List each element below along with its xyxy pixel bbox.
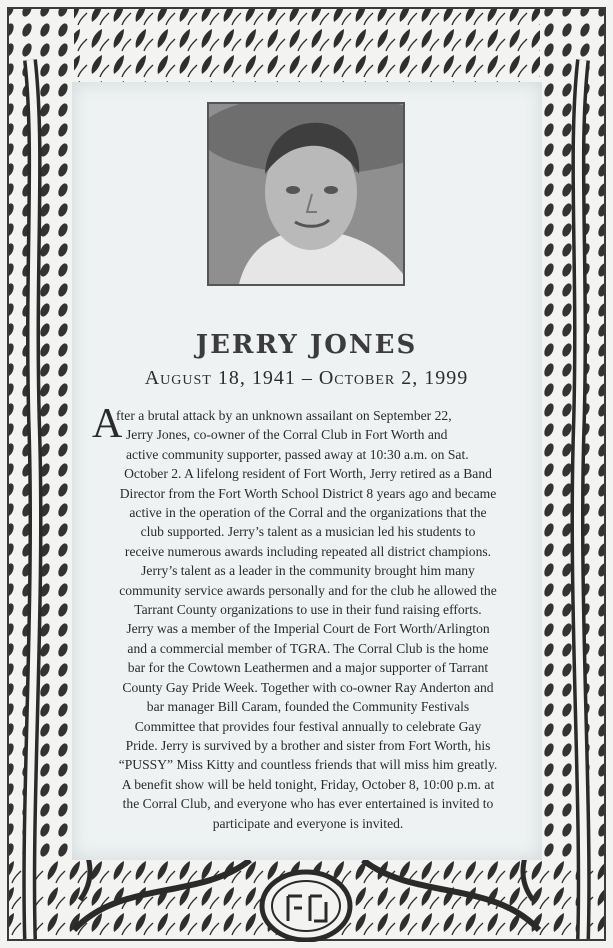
text-line: October 2. A lifelong resident of Fort Worth, Jerry retired as a Band bbox=[124, 466, 492, 482]
life-dates: August 18, 1941 – October 2, 1999 bbox=[144, 367, 469, 389]
text-line: A benefit show will be held tonight, Friday, October 8, 10:00 p.m. at bbox=[121, 776, 495, 792]
text-line: receive numerous awards including repeated all district champions. bbox=[124, 543, 492, 559]
text-line: Director from the Fort Worth School District 8 years ago and became bbox=[119, 485, 497, 501]
text-line: bar for the Cowtown Leathermen and a major supporter of Tarrant bbox=[127, 660, 489, 676]
drop-cap: A bbox=[92, 401, 123, 447]
text-line: participate and everyone is invited. bbox=[212, 815, 404, 831]
text-line: club supported. Jerry’s talent as a musician led his students to bbox=[140, 524, 476, 540]
text-line: Jerry Jones, co-owner of the Corral Club in Fort Worth and bbox=[126, 427, 448, 443]
text-line: “PUSSY” Miss Kitty and countless friends that will miss him greatly. bbox=[118, 757, 498, 773]
deceased-name: JERRY JONES bbox=[195, 330, 418, 360]
portrait-icon bbox=[209, 104, 403, 284]
text-line: bar manager Bill Caram, founded the Community Festivals bbox=[146, 699, 470, 715]
text-line: Jerry was a member of the Imperial Court de Fort Worth/Arlington bbox=[126, 621, 490, 637]
medallion-icon bbox=[258, 866, 354, 942]
text-line: and a commercial member of TGRA. The Corral Club is the home bbox=[127, 640, 489, 656]
text-line: Tarrant County organizations to use in their fund raising efforts. bbox=[134, 602, 482, 618]
text-line: County Gay Pride Week. Together with co-owner Ray Anderton and bbox=[122, 679, 494, 695]
text-line: active in the operation of the Corral and the organizations that the bbox=[129, 505, 487, 521]
text-line: Pride. Jerry is survived by a brother and sister from Fort Worth, his bbox=[125, 737, 491, 753]
text-line: the Corral Club, and everyone who has ever entertained is invited to bbox=[122, 796, 494, 812]
text-line: Jerry’s talent as a leader in the community brought him many bbox=[141, 563, 475, 579]
text-line: community service awards personally and for the club he allowed the bbox=[119, 582, 497, 598]
text-line: Committee that provides four festival annually to celebrate Gay bbox=[134, 718, 482, 734]
portrait-photo bbox=[207, 102, 405, 286]
obituary-text bbox=[88, 401, 528, 833]
text-line: active community supporter, passed away at 10:30 a.m. on Sat. bbox=[126, 446, 469, 462]
text-line: fter a brutal attack by an unknown assailant on September 22, bbox=[116, 408, 452, 423]
